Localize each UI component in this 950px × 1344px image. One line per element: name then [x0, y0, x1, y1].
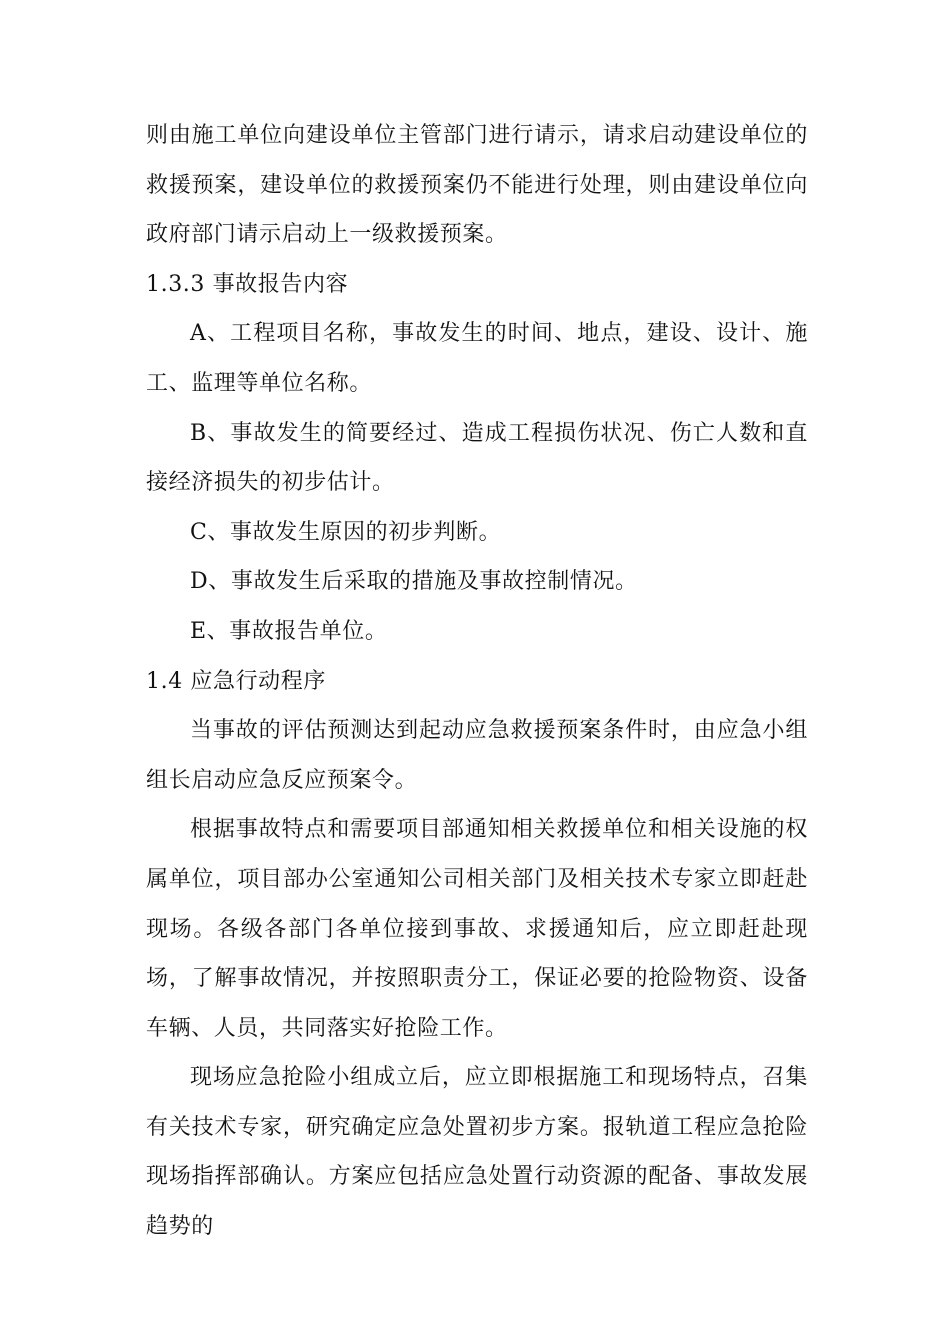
section-heading-1-4: 1.4 应急行动程序 [146, 668, 326, 694]
paragraph-item-b: B、事故发生的简要经过、造成工程损伤状况、伤亡人数和直接经济损失的初步估计。 [146, 420, 808, 496]
paragraph-item-a: A、工程项目名称，事故发生的时间、地点，建设、设计、施工、监理等单位名称。 [146, 321, 808, 396]
paragraph-item-c: C、事故发生原因的初步判断。 [190, 519, 502, 545]
paragraph-notification: 根据事故特点和需要项目部通知相关救援单位和相关设施的权属单位，项目部办公室通知公司相关部门及相关技术专家立即赶赴现场。各级各部门各单位接到事故、求援通知后，应立即赶赴现场，了解事故情况，并按照职责分工，保证必要的抢险物资、设备车辆、人员，共同落实好抢险工作。 [146, 817, 808, 1041]
paragraph-item-d: D、事故发生后采取的措施及事故控制情况。 [190, 569, 638, 595]
document-page [146, 111, 808, 1252]
paragraph-item-e: E、事故报告单位。 [190, 618, 388, 644]
section-heading-1-3-3: 1.3.3 事故报告内容 [146, 271, 349, 297]
paragraph-response-trigger: 当事故的评估预测达到起动应急救援预案条件时，由应急小组组长启动应急反应预案令。 [146, 718, 808, 793]
paragraph-onsite-team: 现场应急抢险小组成立后，应立即根据施工和现场特点，召集有关技术专家，研究确定应急处置初步方案。报轨道工程应急抢险现场指挥部确认。方案应包括应急处置行动资源的配备、事故发展趋势的 [146, 1065, 808, 1240]
paragraph-continuation: 则由施工单位向建设单位主管部门进行请示，请求启动建设单位的救援预案，建设单位的救援预案仍不能进行处理，则由建设单位向政府部门请示启动上一级救援预案。 [146, 123, 808, 248]
